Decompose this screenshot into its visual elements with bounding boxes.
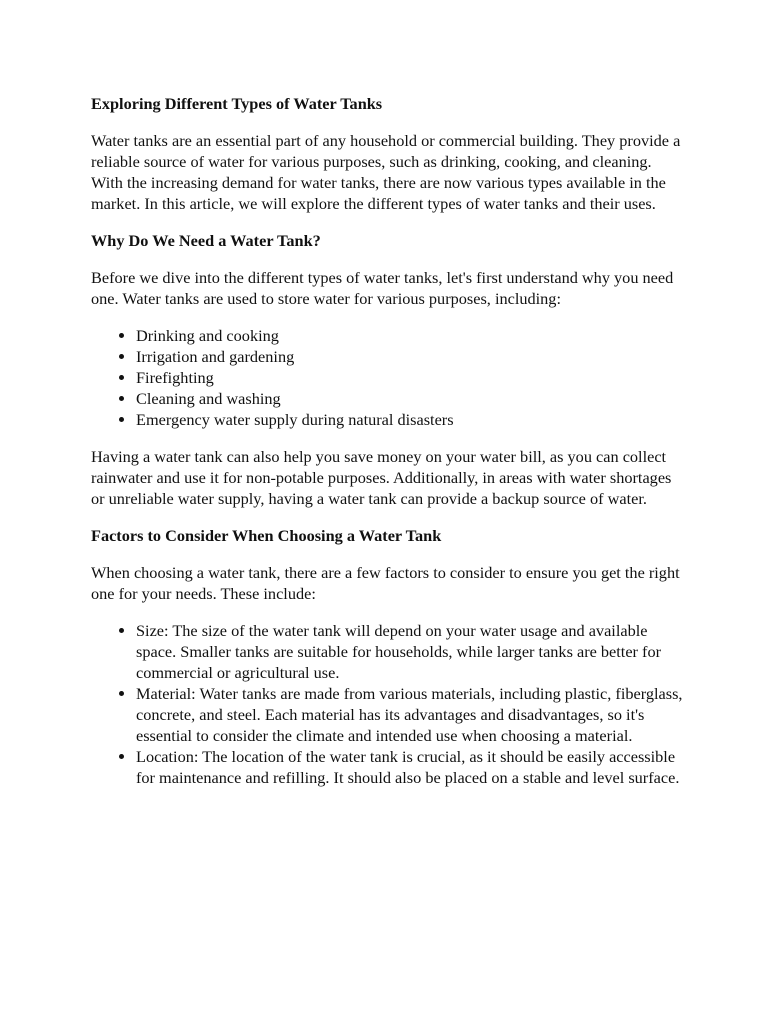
list-item: • Emergency water supply during natural disasters — [136, 409, 683, 430]
list-item: • Material: Water tanks are made from various materials, including plastic, fiberglass, concrete, and steel. Each material has its advantages and disadvantages, so it's essential to consider the climate and intended use when choosing a material. — [136, 683, 683, 746]
article-title: Exploring Different Types of Water Tanks — [91, 94, 383, 113]
list-item: • Size: The size of the water tank will depend on your water usage and available space. Smaller tanks are suitable for households, while larger tanks are better for commercial or agricultural use. — [136, 620, 683, 683]
list-item: • Location: The location of the water tank is crucial, as it should be easily accessible for maintenance and refilling. It should also be placed on a stable and level surface. — [136, 746, 683, 788]
document-page — [91, 93, 683, 804]
list-item: • Irrigation and gardening — [136, 346, 683, 367]
intro-paragraph: Water tanks are an essential part of any household or commercial building. They provide a reliable source of water for various purposes, such as drinking, cooking, and cleaning. With the increasing demand for water tanks, there are now various types available in the market. In this article, we will explore the different types of water tanks and their uses. — [91, 131, 681, 213]
section-factors-paragraph: When choosing a water tank, there are a few factors to consider to ensure you get the right one for your needs. These include: — [91, 563, 680, 603]
section-heading-factors: Factors to Consider When Choosing a Water Tank — [91, 526, 442, 545]
list-item: • Drinking and cooking — [136, 325, 683, 346]
list-item: • Cleaning and washing — [136, 388, 683, 409]
uses-list — [91, 325, 683, 430]
list-item: • Firefighting — [136, 367, 683, 388]
section-heading-why: Why Do We Need a Water Tank? — [91, 231, 321, 250]
factors-list — [91, 620, 683, 788]
section-why-paragraph: Before we dive into the different types of water tanks, let's first understand why you need one. Water tanks are used to store water for various purposes, including: — [91, 268, 674, 308]
section-why-closing: Having a water tank can also help you save money on your water bill, as you can collect rainwater and use it for non-potable purposes. Additionally, in areas with water shortages or unreliable water supply, having a water tank can provide a backup source of water. — [91, 447, 672, 508]
